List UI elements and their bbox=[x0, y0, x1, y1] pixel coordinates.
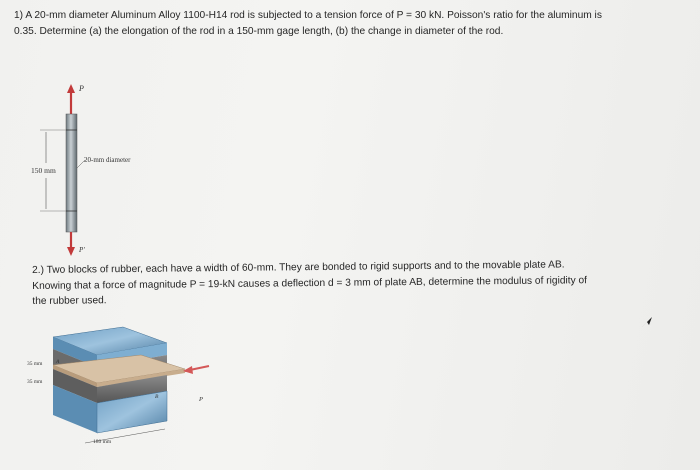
force-arrow-up-icon bbox=[67, 84, 75, 93]
diameter-label: 20-mm diameter bbox=[84, 156, 131, 164]
thickness-bottom-label: 35 mm bbox=[27, 379, 43, 385]
force-p-prime-label: P' bbox=[79, 246, 85, 254]
length-150-label: 150 mm bbox=[31, 166, 56, 175]
problem-2-text: 2.) Two blocks of rubber, each have a width of 60-mm. They are bonded to rigid supports and to the movable plate AB. Knowing that a force of magnitude P = 19-kN causes a deflection d = 3 mm of plate AB, determine the modulus of rigidity of the rubber used. bbox=[32, 259, 588, 307]
rubber-blocks-figure bbox=[25, 325, 225, 465]
rod-figure bbox=[20, 80, 180, 260]
problem-1-text: 1) A 20-mm diameter Aluminum Alloy 1100-H14 rod is subjected to a tension force of P = 30 kN. Poisson's ratio for the aluminum is 0.35. Determine (a) the elongation of the rod in a 150-mm gage length, (b) the change in diameter of the rod. bbox=[14, 10, 602, 37]
thickness-top-label: 35 mm bbox=[27, 361, 43, 367]
aluminum-rod bbox=[66, 114, 77, 232]
point-b-label: B bbox=[155, 394, 159, 400]
force-p2-label: P bbox=[199, 396, 203, 403]
length-180-label: 180 mm bbox=[93, 439, 112, 445]
point-a-label: A bbox=[56, 359, 60, 365]
force-arrow-down-icon bbox=[67, 247, 75, 256]
force-p-label: P bbox=[79, 84, 84, 93]
mouse-cursor-icon bbox=[641, 316, 653, 328]
